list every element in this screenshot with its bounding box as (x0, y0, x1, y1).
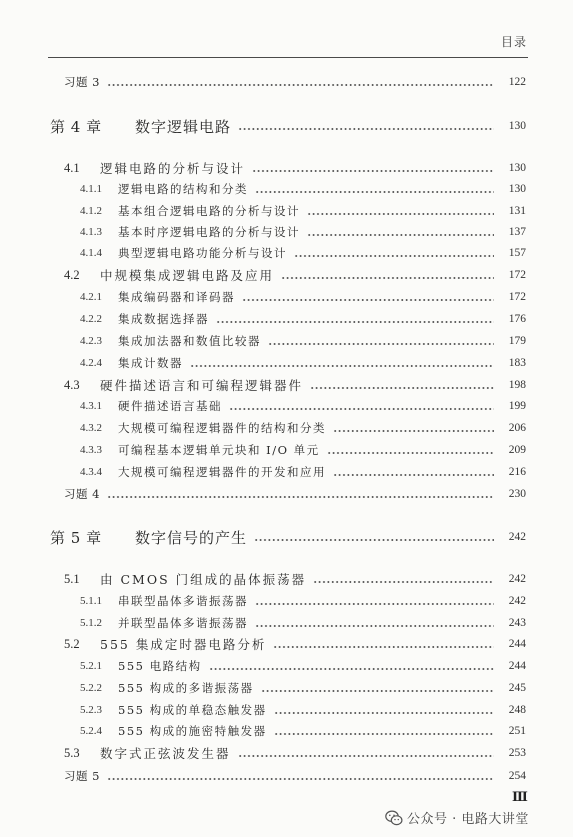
entry-number: 4.2.2 (80, 313, 102, 325)
entry-page: 183 (508, 357, 526, 369)
toc-entry-section (64, 157, 526, 179)
entry-page: 198 (508, 379, 526, 391)
entry-title: 集成计数器 (118, 356, 183, 370)
toc-entry-subsection (80, 461, 526, 483)
entry-title: 习题 5 (64, 769, 100, 783)
entry-number: 4.1.2 (80, 205, 102, 217)
page-number: Ⅲ (512, 789, 528, 804)
entry-page: 251 (508, 725, 526, 737)
dot-leader (294, 242, 494, 264)
entry-title: 逻辑电路的分析与设计 (100, 161, 246, 176)
entry-page: 245 (508, 682, 526, 694)
dot-leader (313, 568, 494, 590)
dot-leader (238, 742, 494, 764)
entry-page: 242 (508, 595, 526, 607)
entry-page: 176 (508, 313, 526, 325)
toc-entry-section (64, 568, 526, 590)
toc-entry-section (64, 633, 526, 655)
entry-title: 习题 4 (64, 487, 100, 501)
toc-entry-subsection (80, 417, 526, 439)
header-rule (48, 57, 528, 58)
toc-entry-subsection (80, 590, 526, 612)
entry-number: 5.2 (64, 636, 80, 651)
entry-title: 大规模可编程逻辑器件的结构和分类 (118, 421, 326, 435)
toc-entry-subsection (80, 330, 526, 352)
dot-leader (261, 677, 494, 699)
dot-leader (209, 655, 494, 677)
dot-leader (273, 633, 494, 655)
toc-entry-section (64, 374, 526, 396)
entry-page: 216 (508, 466, 526, 478)
dot-leader (254, 526, 494, 548)
dot-leader (307, 221, 494, 243)
entry-number: 4.1.4 (80, 247, 102, 259)
toc-entry-exercise (64, 765, 526, 787)
toc-entry-subsection (80, 221, 526, 243)
toc-entry-exercise (64, 483, 526, 505)
entry-page: 244 (508, 638, 526, 650)
toc-entry-exercise (64, 71, 526, 93)
entry-number: 4.1.3 (80, 226, 102, 238)
entry-page: 248 (508, 704, 526, 716)
entry-title: 并联型晶体多谐振荡器 (118, 616, 248, 630)
dot-leader (238, 115, 494, 137)
dot-leader (255, 612, 494, 634)
toc-entry-section (64, 264, 526, 286)
toc-entry-subsection (80, 242, 526, 264)
entry-page: 206 (508, 422, 526, 434)
toc-entry-chapter (50, 526, 526, 548)
entry-number: 4.1 (64, 160, 80, 175)
dot-leader (255, 590, 494, 612)
entry-title: 数字逻辑电路 (135, 117, 232, 136)
entry-number: 5.1.1 (80, 595, 102, 607)
entry-title: 集成编码器和译码器 (118, 290, 235, 304)
entry-page: 179 (508, 335, 526, 347)
dot-leader (310, 374, 494, 396)
entry-number: 5.1 (64, 571, 80, 586)
entry-title: 555 构成的多谐振荡器 (118, 681, 254, 695)
watermark (385, 808, 529, 827)
dot-leader (327, 439, 494, 461)
entry-title: 基本时序逻辑电路的分析与设计 (118, 225, 300, 239)
dot-leader (274, 699, 494, 721)
entry-title: 大规模可编程逻辑器件的开发和应用 (118, 465, 326, 479)
wechat-icon (385, 810, 403, 826)
entry-title: 中规模集成逻辑电路及应用 (100, 268, 275, 283)
toc-entry-subsection (80, 439, 526, 461)
entry-number: 第 5 章 (50, 528, 102, 547)
entry-title: 习题 3 (64, 75, 100, 89)
entry-title: 基本组合逻辑电路的分析与设计 (118, 204, 300, 218)
dot-leader (229, 395, 494, 417)
entry-title: 硬件描述语言基础 (118, 399, 222, 413)
toc-entry-subsection (80, 178, 526, 200)
entry-number: 4.3 (64, 377, 80, 392)
entry-page: 209 (508, 444, 526, 456)
toc-entry-subsection (80, 308, 526, 330)
watermark-text: 公众号 · 电路大讲堂 (407, 812, 529, 827)
dot-leader (190, 352, 494, 374)
entry-title: 可编程基本逻辑单元块和 I/O 单元 (118, 443, 320, 457)
entry-number: 5.1.2 (80, 617, 102, 629)
toc-entry-subsection (80, 720, 526, 742)
entry-number: 5.2.3 (80, 704, 102, 716)
toc-entry-subsection (80, 352, 526, 374)
entry-page: 199 (508, 400, 526, 412)
dot-leader (274, 720, 494, 742)
dot-leader (252, 157, 494, 179)
dot-leader (255, 178, 494, 200)
toc-entry-subsection (80, 612, 526, 634)
entry-title: 串联型晶体多谐振荡器 (118, 594, 248, 608)
entry-number: 5.2.1 (80, 660, 102, 672)
entry-page: 157 (508, 247, 526, 259)
entry-page: 254 (508, 770, 526, 782)
entry-number: 5.2.4 (80, 725, 102, 737)
entry-page: 242 (508, 531, 526, 543)
entry-page: 243 (508, 617, 526, 629)
entry-title: 逻辑电路的结构和分类 (118, 182, 248, 196)
entry-title: 数字信号的产生 (135, 528, 248, 547)
entry-page: 131 (508, 205, 526, 217)
toc-entry-subsection (80, 200, 526, 222)
toc-entry-chapter (50, 115, 526, 137)
entry-number: 4.2.3 (80, 335, 102, 347)
entry-number: 4.3.4 (80, 466, 102, 478)
dot-leader (216, 308, 494, 330)
entry-number: 5.2.2 (80, 682, 102, 694)
dot-leader (107, 765, 494, 787)
entry-page: 242 (508, 573, 526, 585)
entry-number: 4.1.1 (80, 183, 102, 195)
dot-leader (268, 330, 494, 352)
entry-number: 第 4 章 (50, 117, 102, 136)
dot-leader (307, 200, 494, 222)
dot-leader (281, 264, 494, 286)
entry-title: 555 构成的单稳态触发器 (118, 703, 267, 717)
toc-entry-subsection (80, 699, 526, 721)
toc-entry-subsection (80, 677, 526, 699)
entry-page: 244 (508, 660, 526, 672)
toc-entry-section (64, 742, 526, 764)
entry-number: 4.3.2 (80, 422, 102, 434)
entry-number: 5.3 (64, 745, 80, 760)
entry-page: 137 (508, 226, 526, 238)
toc-entry-subsection (80, 655, 526, 677)
entry-title: 集成加法器和数值比较器 (118, 334, 261, 348)
entry-number: 4.2.1 (80, 291, 102, 303)
entry-title: 数字式正弦波发生器 (100, 746, 231, 761)
entry-page: 172 (508, 269, 526, 281)
entry-page: 230 (508, 488, 526, 500)
entry-page: 130 (508, 183, 526, 195)
entry-title: 硬件描述语言和可编程逻辑器件 (100, 378, 304, 393)
entry-title: 由 CMOS 门组成的晶体振荡器 (100, 572, 307, 587)
dot-leader (242, 286, 494, 308)
entry-number: 4.2.4 (80, 357, 102, 369)
entry-title: 555 构成的施密特触发器 (118, 724, 267, 738)
dot-leader (333, 417, 494, 439)
dot-leader (107, 71, 494, 93)
entry-title: 555 电路结构 (118, 659, 202, 673)
toc-entry-subsection (80, 395, 526, 417)
entry-number: 4.3.3 (80, 444, 102, 456)
entry-number: 4.3.1 (80, 400, 102, 412)
entry-title: 典型逻辑电路功能分析与设计 (118, 246, 287, 260)
entry-page: 130 (508, 162, 526, 174)
dot-leader (333, 461, 494, 483)
entry-title: 555 集成定时器电路分析 (100, 637, 267, 652)
running-header: 目录 (500, 35, 527, 49)
toc-entry-subsection (80, 286, 526, 308)
entry-title: 集成数据选择器 (118, 312, 209, 326)
dot-leader (107, 483, 494, 505)
entry-page: 253 (508, 747, 526, 759)
entry-page: 130 (508, 120, 526, 132)
entry-number: 4.2 (64, 267, 80, 282)
entry-page: 172 (508, 291, 526, 303)
entry-page: 122 (508, 76, 526, 88)
